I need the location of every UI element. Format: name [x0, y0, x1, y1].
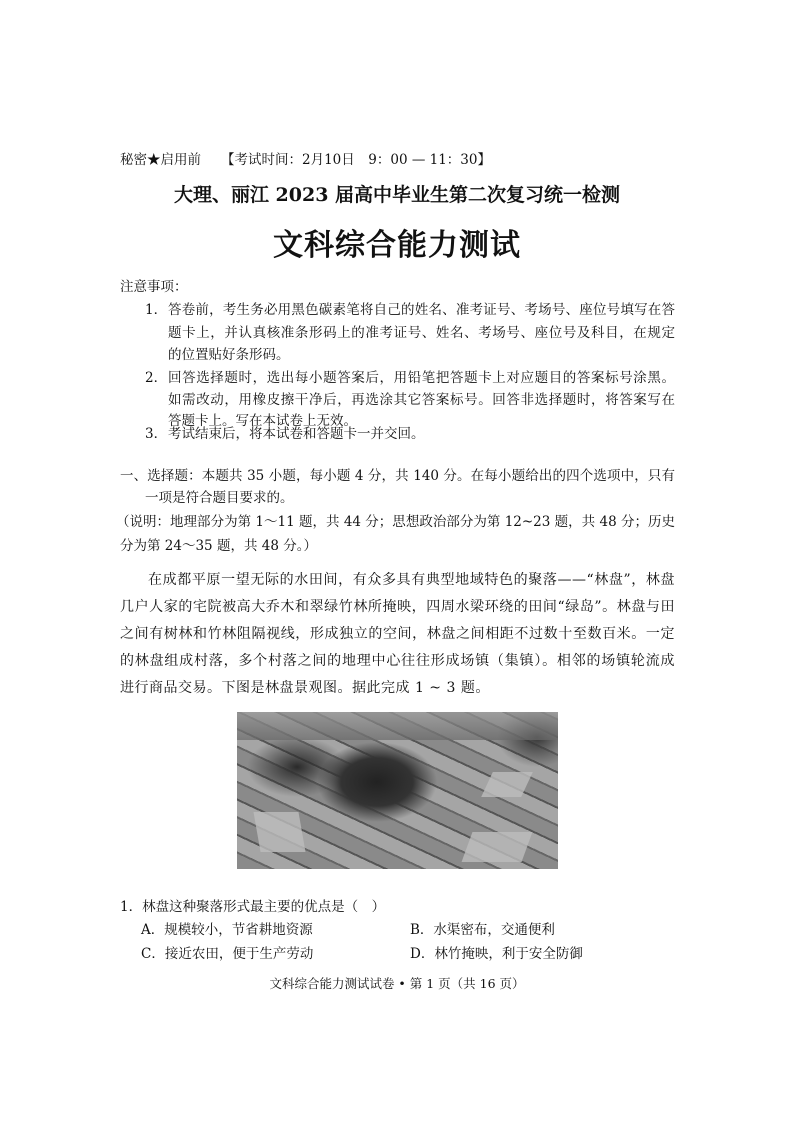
passage-line: 之间有树林和竹林阻隔视线，形成独立的空间，林盘之间相距不过数十至数百米。一定 — [120, 626, 675, 642]
item-line: 如需改动，用橡皮擦干净后，再选涂其它答案标号。回答非选择题时，将答案写在 — [168, 392, 675, 408]
item-number: 3． — [145, 426, 168, 442]
section-note-line: （说明：地理部分为第 1～11 题，共 44 分；思想政治部分为第 12~23 题，共 48 分；历史 — [116, 514, 675, 530]
passage-line: 几户人家的宅院被高大乔木和翠绿竹林所掩映，四周水梁环绕的田间“绿岛”。林盘与田 — [120, 599, 675, 615]
item-number: 2． — [145, 370, 168, 386]
passage-line: 进行商品交易。下图是林盘景观图。据此完成 1 ~ 3 题。 — [120, 680, 490, 696]
item-line: 答题卡上。写在本试卷上无效。 — [168, 413, 357, 429]
section-line: 一、选择题：本题共 35 小题，每小题 4 分，共 140 分。在每小题给出的四个选项中，只有 — [120, 468, 675, 484]
exam-time: 【考试时间：2月10日 9：00 — 11：30】 — [221, 152, 491, 168]
item-line: 的位置贴好条形码。 — [168, 347, 290, 363]
item-line: 答卷前，考生务必用黑色碳素笔将自己的姓名、准考证号、考场号、座位号填写在答 — [168, 302, 675, 318]
option-b: B．水渠密布，交通便利 — [410, 922, 555, 938]
item-number: 1． — [145, 302, 168, 318]
item-line: 考试结束后，将本试卷和答题卡一并交回。 — [168, 426, 425, 442]
question-stem: 1．林盘这种聚落形式最主要的优点是（ ） — [120, 899, 386, 915]
exam-title: 大理、丽江 2023 届高中毕业生第二次复习统一检测 — [173, 184, 621, 206]
item-line: 回答选择题时，选出每小题答案后，用铅笔把答题卡上对应题目的答案标号涂黑。 — [168, 370, 675, 386]
option-a: A．规模较小，节省耕地资源 — [141, 922, 313, 938]
page-footer: 文科综合能力测试试卷 • 第 1 页（共 16 页） — [269, 976, 525, 991]
confidential-label: 秘密★启用前 — [120, 152, 201, 168]
option-c: C．接近农田，便于生产劳动 — [141, 946, 314, 962]
section-note-line: 分为第 24～35 题，共 48 分。） — [120, 538, 317, 554]
section-line: 一项是符合题目要求的。 — [145, 490, 294, 506]
linpan-landscape-photo — [237, 712, 558, 869]
item-line: 题卡上，并认真核准条形码上的准考证号、姓名、考场号、座位号及科目，在规定 — [168, 325, 675, 341]
passage-line: 的林盘组成村落，多个村落之间的地理中心往往形成场镇（集镇）。相邻的场镇轮流成 — [120, 653, 675, 669]
option-d: D．林竹掩映，利于安全防御 — [410, 946, 583, 962]
subject-title: 文科综合能力测试 — [273, 228, 521, 263]
notice-heading: 注意事项： — [120, 279, 188, 295]
passage-line: 在成都平原一望无际的水田间，有众多具有典型地域特色的聚落——“林盘”，林盘 — [148, 572, 675, 588]
